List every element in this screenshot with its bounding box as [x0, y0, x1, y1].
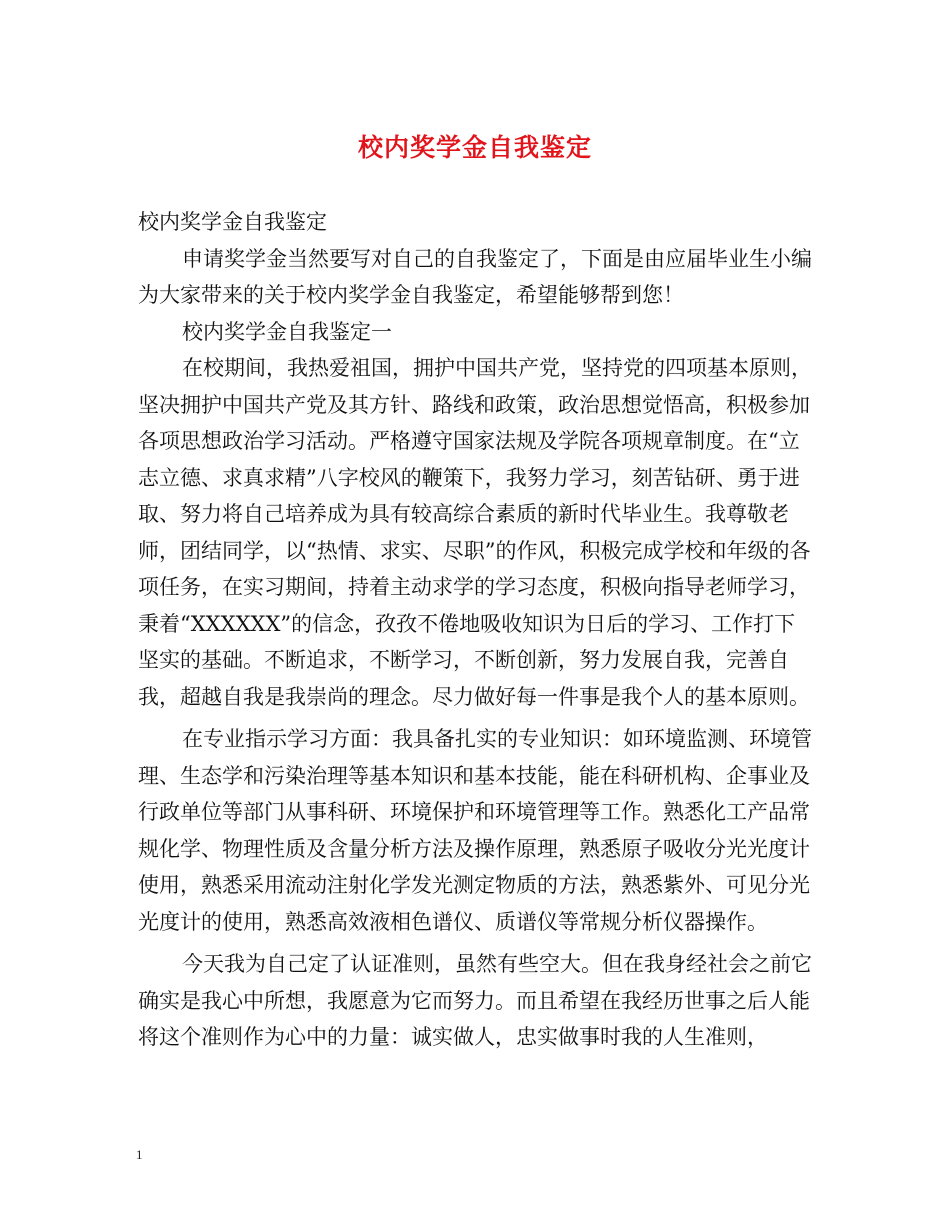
section-heading: 校内奖学金自我鉴定一	[182, 319, 392, 344]
body-paragraph-3: 今天我为自己定了认证准则，虽然有些空大。但在我身经社会之前它确实是我心中所想，我愿意为它而努力。而且希望在我经历世事之后人能将这个准则作为心中的力量：诚实做人，忠实做事时我的人生准则，	[138, 952, 812, 1049]
subtitle-paragraph: 校内奖学金自我鉴定	[138, 210, 327, 234]
document-body	[138, 204, 814, 1056]
body-paragraph-2: 在专业指示学习方面：我具备扎实的专业知识：如环境监测、环境管理、生态学和污染治理等基本知识和基本技能，能在科研机构、企事业及行政单位等部门从事科研、环境保护和环境管理等工作。熟悉化工产品常规化学、物理性质及含量分析方法及操作原理，熟悉原子吸收分光光度计使用，熟悉采用流动注射化学发光测定物质的方法，熟悉紫外、可见分光光度计的使用，熟悉高效液相色谱仪、质谱仪等常规分析仪器操作。	[138, 727, 812, 934]
body-paragraph-1: 在校期间，我热爱祖国，拥护中国共产党，坚持党的四项基本原则，坚决拥护中国共产党及其方针、路线和政策，政治思想觉悟高，积极参加各项思想政治学习活动。严格遵守国家法规及学院各项规章制度。在“立志立德、求真求精”八字校风的鞭策下，我努力学习，刻苦钻研、勇于进取、努力将自己培养成为具有较高综合素质的新时代毕业生。我尊敬老师，团结同学，以“热情、求实、尽职”的作风，积极完成学校和年级的各项任务，在实习期间，持着主动求学的学习态度，积极向指导老师学习，秉着“XXXXXX”的信念，孜孜不倦地吸收知识为日后的学习、工作打下坚实的基础。不断追求，不断学习，不断创新，努力发展自我，完善自我，超越自我是我崇尚的理念。尽力做好每一件事是我个人的基本原则。	[138, 356, 812, 709]
intro-paragraph: 申请奖学金当然要写对自己的自我鉴定了，下面是由应届毕业生小编为大家带来的关于校内奖学金自我鉴定，希望能够帮到您！	[138, 246, 812, 307]
document-title: 校内奖学金自我鉴定	[357, 133, 592, 162]
page-number: 1	[136, 1147, 143, 1162]
